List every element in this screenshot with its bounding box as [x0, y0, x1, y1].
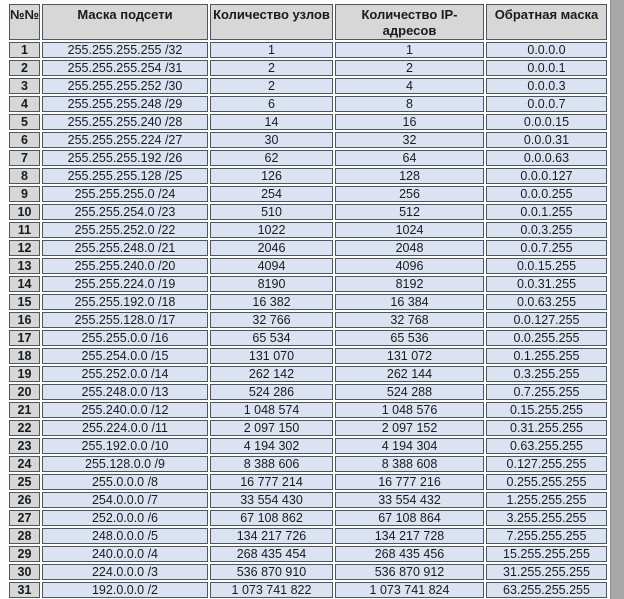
- wildcard-mask-cell: 0.255.255.255: [486, 474, 607, 490]
- ip-count-cell: 1: [335, 42, 484, 58]
- ip-count-cell: 128: [335, 168, 484, 184]
- subnet-mask-cell: 255.255.240.0 /20: [42, 258, 208, 274]
- subnet-mask-cell: 255.255.252.0 /22: [42, 222, 208, 238]
- subnet-mask-cell: 252.0.0.0 /6: [42, 510, 208, 526]
- subnet-mask-cell: 224.0.0.0 /3: [42, 564, 208, 580]
- host-count-cell: 262 142: [210, 366, 333, 382]
- table-row: [9, 582, 607, 598]
- wildcard-mask-cell: 0.0.255.255: [486, 330, 607, 346]
- subnet-mask-cell: 255.255.0.0 /16: [42, 330, 208, 346]
- subnet-mask-cell: 255.255.192.0 /18: [42, 294, 208, 310]
- subnet-mask-cell: 248.0.0.0 /5: [42, 528, 208, 544]
- wildcard-mask-cell: 0.0.3.255: [486, 222, 607, 238]
- wildcard-mask-cell: 1.255.255.255: [486, 492, 607, 508]
- ip-count-cell: 268 435 456: [335, 546, 484, 562]
- host-count-cell: 2: [210, 60, 333, 76]
- wildcard-mask-cell: 0.127.255.255: [486, 456, 607, 472]
- wildcard-mask-cell: 0.31.255.255: [486, 420, 607, 436]
- row-number-cell: 28: [9, 528, 40, 544]
- host-count-cell: 16 382: [210, 294, 333, 310]
- row-number-cell: 9: [9, 186, 40, 202]
- table-row: [9, 330, 607, 346]
- ip-count-cell: 2 097 152: [335, 420, 484, 436]
- ip-count-cell: 33 554 432: [335, 492, 484, 508]
- wildcard-mask-cell: 0.15.255.255: [486, 402, 607, 418]
- wildcard-mask-cell: 15.255.255.255: [486, 546, 607, 562]
- ip-count-cell: 2048: [335, 240, 484, 256]
- wildcard-mask-cell: 0.0.0.7: [486, 96, 607, 112]
- host-count-cell: 65 534: [210, 330, 333, 346]
- ip-count-cell: 8: [335, 96, 484, 112]
- subnet-mask-cell: 255.255.255.240 /28: [42, 114, 208, 130]
- table-row: [9, 60, 607, 76]
- row-number-cell: 24: [9, 456, 40, 472]
- table-row: [9, 420, 607, 436]
- row-number-cell: 19: [9, 366, 40, 382]
- ip-count-cell: 32: [335, 132, 484, 148]
- wildcard-mask-cell: 0.1.255.255: [486, 348, 607, 364]
- row-number-cell: 4: [9, 96, 40, 112]
- table-row: [9, 564, 607, 580]
- wildcard-mask-cell: 0.0.15.255: [486, 258, 607, 274]
- table-row: [9, 276, 607, 292]
- row-number-cell: 12: [9, 240, 40, 256]
- ip-count-cell: 4096: [335, 258, 484, 274]
- row-number-cell: 5: [9, 114, 40, 130]
- row-number-cell: 16: [9, 312, 40, 328]
- host-count-cell: 33 554 430: [210, 492, 333, 508]
- table-row: [9, 204, 607, 220]
- table-row: [9, 456, 607, 472]
- wildcard-mask-cell: 0.0.0.1: [486, 60, 607, 76]
- subnet-mask-cell: 255.192.0.0 /10: [42, 438, 208, 454]
- table-row: [9, 312, 607, 328]
- row-number-cell: 20: [9, 384, 40, 400]
- host-count-cell: 32 766: [210, 312, 333, 328]
- row-number-cell: 8: [9, 168, 40, 184]
- host-count-cell: 14: [210, 114, 333, 130]
- wildcard-mask-cell: 0.7.255.255: [486, 384, 607, 400]
- ip-count-cell: 1 073 741 824: [335, 582, 484, 598]
- subnet-mask-cell: 255.255.255.192 /26: [42, 150, 208, 166]
- subnet-mask-cell: 254.0.0.0 /7: [42, 492, 208, 508]
- subnet-mask-cell: 255.255.128.0 /17: [42, 312, 208, 328]
- row-number-cell: 14: [9, 276, 40, 292]
- table-row: [9, 438, 607, 454]
- host-count-cell: 536 870 910: [210, 564, 333, 580]
- subnet-mask-cell: 255.254.0.0 /15: [42, 348, 208, 364]
- ip-count-cell: 4 194 304: [335, 438, 484, 454]
- host-count-cell: 254: [210, 186, 333, 202]
- wildcard-mask-cell: 0.0.0.0: [486, 42, 607, 58]
- header-row: [9, 4, 607, 40]
- wildcard-mask-cell: 31.255.255.255: [486, 564, 607, 580]
- host-count-cell: 8190: [210, 276, 333, 292]
- row-number-cell: 30: [9, 564, 40, 580]
- ip-count-cell: 262 144: [335, 366, 484, 382]
- wildcard-mask-cell: 0.0.31.255: [486, 276, 607, 292]
- ip-count-cell: 131 072: [335, 348, 484, 364]
- ip-count-cell: 2: [335, 60, 484, 76]
- subnet-mask-table: [7, 2, 609, 599]
- subnet-mask-cell: 255.255.248.0 /21: [42, 240, 208, 256]
- ip-count-cell: 536 870 912: [335, 564, 484, 580]
- subnet-mask-cell: 255.255.255.0 /24: [42, 186, 208, 202]
- column-header-ip-count: Количество IP-адресов: [335, 4, 484, 40]
- table-row: [9, 510, 607, 526]
- host-count-cell: 268 435 454: [210, 546, 333, 562]
- ip-count-cell: 65 536: [335, 330, 484, 346]
- wildcard-mask-cell: 7.255.255.255: [486, 528, 607, 544]
- wildcard-mask-cell: 3.255.255.255: [486, 510, 607, 526]
- table-row: [9, 114, 607, 130]
- wildcard-mask-cell: 0.0.63.255: [486, 294, 607, 310]
- ip-count-cell: 16 384: [335, 294, 484, 310]
- table-body: [9, 42, 607, 598]
- table-row: [9, 402, 607, 418]
- ip-count-cell: 67 108 864: [335, 510, 484, 526]
- column-header-host-count: Количество узлов: [210, 4, 333, 40]
- table-row: [9, 96, 607, 112]
- row-number-cell: 13: [9, 258, 40, 274]
- table-row: [9, 492, 607, 508]
- host-count-cell: 16 777 214: [210, 474, 333, 490]
- table-row: [9, 546, 607, 562]
- wildcard-mask-cell: 0.0.1.255: [486, 204, 607, 220]
- host-count-cell: 2 097 150: [210, 420, 333, 436]
- column-header-wildcard-mask: Обратная маска: [486, 4, 607, 40]
- subnet-mask-cell: 255.128.0.0 /9: [42, 456, 208, 472]
- subnet-mask-cell: 255.252.0.0 /14: [42, 366, 208, 382]
- wildcard-mask-cell: 0.0.0.127: [486, 168, 607, 184]
- host-count-cell: 510: [210, 204, 333, 220]
- row-number-cell: 29: [9, 546, 40, 562]
- host-count-cell: 4094: [210, 258, 333, 274]
- subnet-mask-cell: 255.240.0.0 /12: [42, 402, 208, 418]
- table-row: [9, 240, 607, 256]
- ip-count-cell: 64: [335, 150, 484, 166]
- table-row: [9, 474, 607, 490]
- host-count-cell: 62: [210, 150, 333, 166]
- subnet-mask-cell: 255.0.0.0 /8: [42, 474, 208, 490]
- ip-count-cell: 512: [335, 204, 484, 220]
- wildcard-mask-cell: 0.0.0.255: [486, 186, 607, 202]
- host-count-cell: 2: [210, 78, 333, 94]
- table-row: [9, 78, 607, 94]
- right-background-strip: [610, 0, 624, 599]
- host-count-cell: 1: [210, 42, 333, 58]
- row-number-cell: 23: [9, 438, 40, 454]
- subnet-mask-cell: 192.0.0.0 /2: [42, 582, 208, 598]
- subnet-mask-cell: 255.255.255.248 /29: [42, 96, 208, 112]
- subnet-mask-cell: 240.0.0.0 /4: [42, 546, 208, 562]
- ip-count-cell: 134 217 728: [335, 528, 484, 544]
- host-count-cell: 8 388 606: [210, 456, 333, 472]
- row-number-cell: 31: [9, 582, 40, 598]
- column-header-subnet-mask: Маска подсети: [42, 4, 208, 40]
- ip-count-cell: 8 388 608: [335, 456, 484, 472]
- table-row: [9, 258, 607, 274]
- ip-count-cell: 256: [335, 186, 484, 202]
- host-count-cell: 524 286: [210, 384, 333, 400]
- table-row: [9, 132, 607, 148]
- row-number-cell: 7: [9, 150, 40, 166]
- host-count-cell: 6: [210, 96, 333, 112]
- wildcard-mask-cell: 0.0.0.31: [486, 132, 607, 148]
- row-number-cell: 1: [9, 42, 40, 58]
- row-number-cell: 26: [9, 492, 40, 508]
- wildcard-mask-cell: 0.0.0.3: [486, 78, 607, 94]
- row-number-cell: 10: [9, 204, 40, 220]
- host-count-cell: 67 108 862: [210, 510, 333, 526]
- wildcard-mask-cell: 0.3.255.255: [486, 366, 607, 382]
- column-header-number: №№: [9, 4, 40, 40]
- subnet-mask-cell: 255.248.0.0 /13: [42, 384, 208, 400]
- row-number-cell: 17: [9, 330, 40, 346]
- host-count-cell: 2046: [210, 240, 333, 256]
- ip-count-cell: 1 048 576: [335, 402, 484, 418]
- subnet-mask-cell: 255.255.254.0 /23: [42, 204, 208, 220]
- table-row: [9, 168, 607, 184]
- table-header: [9, 4, 607, 40]
- row-number-cell: 18: [9, 348, 40, 364]
- ip-count-cell: 4: [335, 78, 484, 94]
- wildcard-mask-cell: 63.255.255.255: [486, 582, 607, 598]
- table-row: [9, 366, 607, 382]
- ip-count-cell: 16: [335, 114, 484, 130]
- host-count-cell: 134 217 726: [210, 528, 333, 544]
- subnet-mask-cell: 255.255.255.128 /25: [42, 168, 208, 184]
- host-count-cell: 131 070: [210, 348, 333, 364]
- host-count-cell: 1022: [210, 222, 333, 238]
- row-number-cell: 27: [9, 510, 40, 526]
- wildcard-mask-cell: 0.63.255.255: [486, 438, 607, 454]
- subnet-mask-cell: 255.255.255.255 /32: [42, 42, 208, 58]
- row-number-cell: 21: [9, 402, 40, 418]
- row-number-cell: 15: [9, 294, 40, 310]
- row-number-cell: 22: [9, 420, 40, 436]
- table-row: [9, 150, 607, 166]
- ip-count-cell: 8192: [335, 276, 484, 292]
- row-number-cell: 2: [9, 60, 40, 76]
- subnet-mask-cell: 255.255.224.0 /19: [42, 276, 208, 292]
- row-number-cell: 11: [9, 222, 40, 238]
- table-row: [9, 528, 607, 544]
- host-count-cell: 4 194 302: [210, 438, 333, 454]
- host-count-cell: 30: [210, 132, 333, 148]
- subnet-mask-cell: 255.255.255.252 /30: [42, 78, 208, 94]
- host-count-cell: 1 048 574: [210, 402, 333, 418]
- row-number-cell: 3: [9, 78, 40, 94]
- wildcard-mask-cell: 0.0.127.255: [486, 312, 607, 328]
- table-row: [9, 384, 607, 400]
- host-count-cell: 126: [210, 168, 333, 184]
- ip-count-cell: 524 288: [335, 384, 484, 400]
- wildcard-mask-cell: 0.0.7.255: [486, 240, 607, 256]
- table-row: [9, 42, 607, 58]
- ip-count-cell: 16 777 216: [335, 474, 484, 490]
- subnet-mask-cell: 255.224.0.0 /11: [42, 420, 208, 436]
- table-row: [9, 222, 607, 238]
- row-number-cell: 25: [9, 474, 40, 490]
- ip-count-cell: 1024: [335, 222, 484, 238]
- subnet-mask-cell: 255.255.255.254 /31: [42, 60, 208, 76]
- table-row: [9, 348, 607, 364]
- wildcard-mask-cell: 0.0.0.63: [486, 150, 607, 166]
- table-row: [9, 294, 607, 310]
- table-row: [9, 186, 607, 202]
- subnet-mask-cell: 255.255.255.224 /27: [42, 132, 208, 148]
- ip-count-cell: 32 768: [335, 312, 484, 328]
- wildcard-mask-cell: 0.0.0.15: [486, 114, 607, 130]
- host-count-cell: 1 073 741 822: [210, 582, 333, 598]
- row-number-cell: 6: [9, 132, 40, 148]
